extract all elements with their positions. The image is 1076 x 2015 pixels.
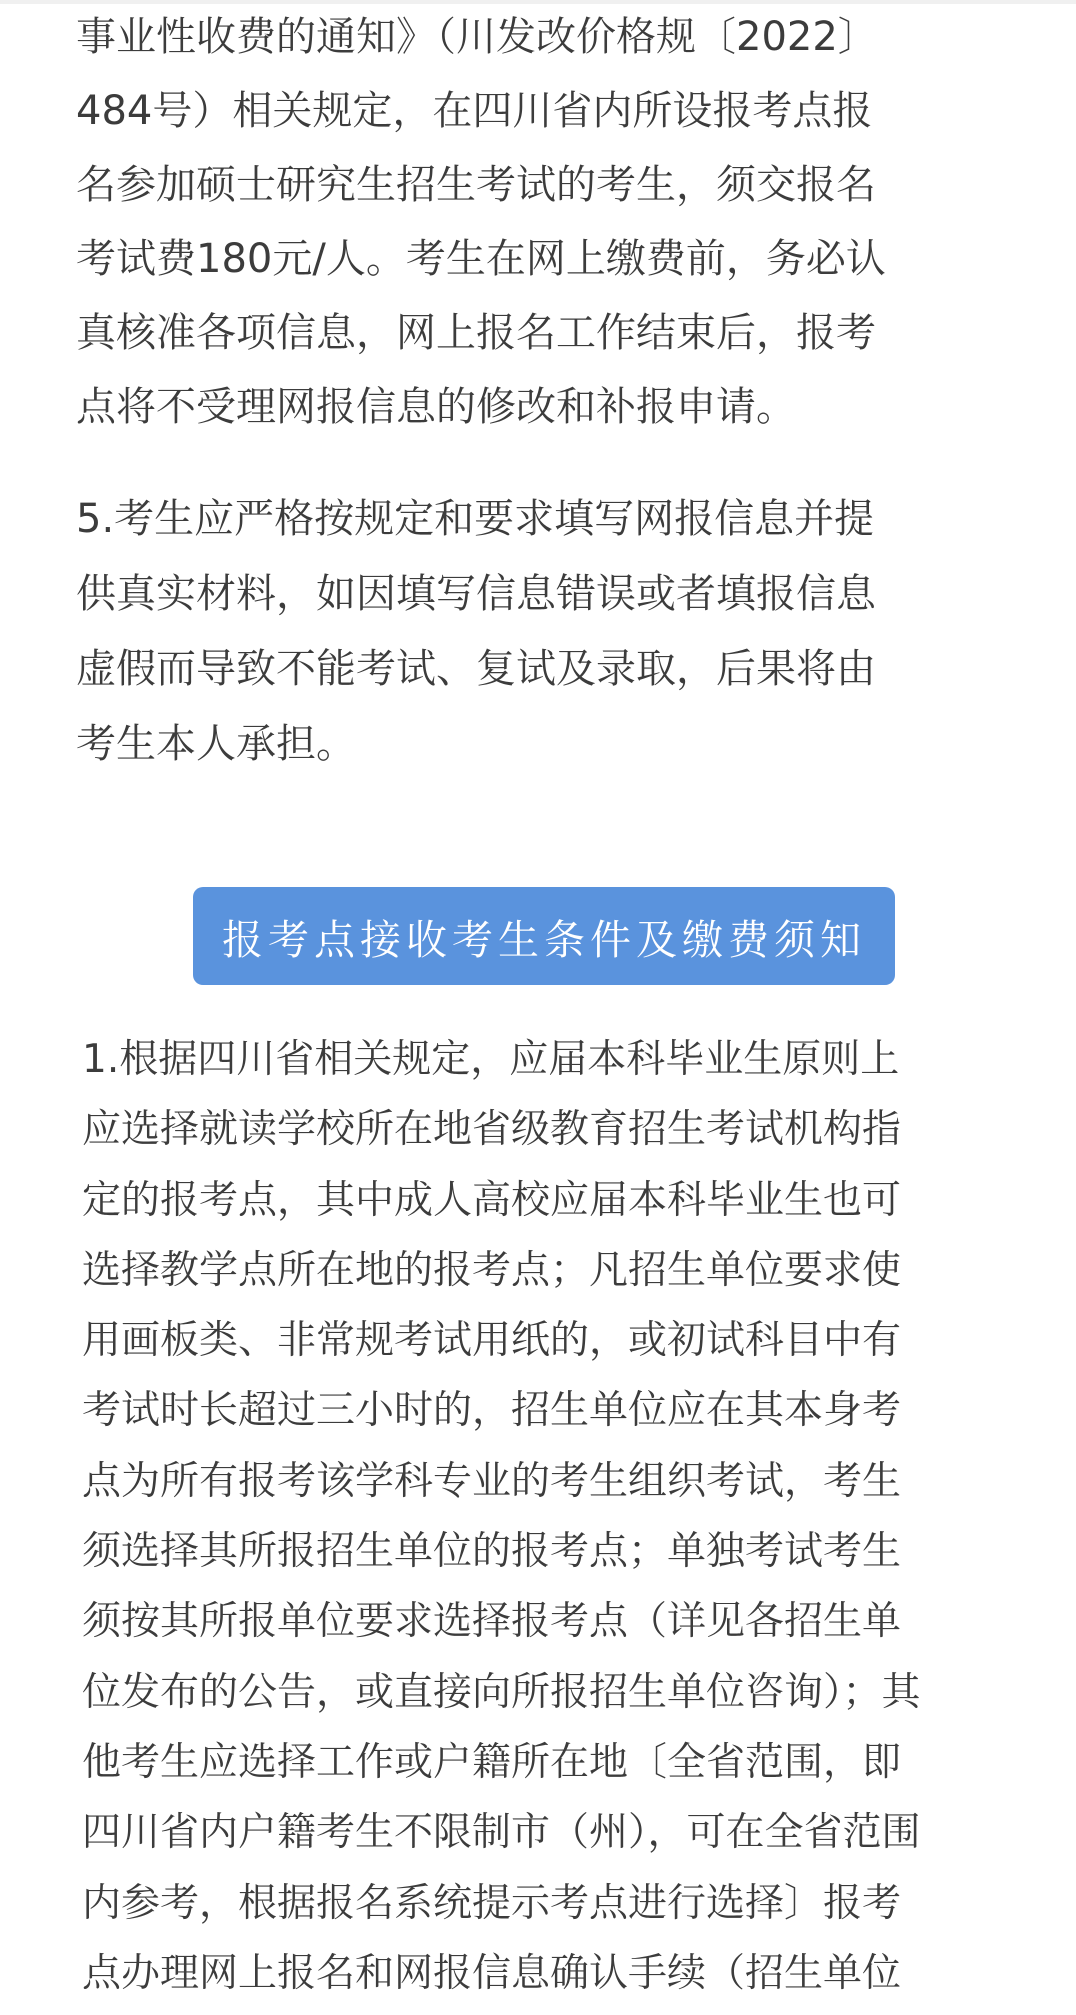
section-heading-banner (193, 887, 895, 985)
text-line: 1.根据四川省相关规定，应届本科毕业生原则上 (82, 1037, 900, 1082)
text-line: 点为所有报考该学科专业的考生组织考试，考生 (82, 1458, 902, 1504)
text-line: 选择教学点所在地的报考点；凡招生单位要求使 (82, 1247, 902, 1293)
text-line: 真核准各项信息，网上报名工作结束后，报考 (76, 310, 876, 356)
text-line: 考试费180元/人。考生在网上缴费前，务必认 (76, 236, 886, 282)
text-line: 考试时长超过三小时的，招生单位应在其本身考 (82, 1388, 902, 1434)
text-line: 须按其所报单位要求选择报考点（详见各招生单 (82, 1599, 902, 1645)
text-line: 点将不受理网报信息的修改和补报申请。 (76, 384, 796, 430)
section-heading-title: 报考点接收考生条件及缴费须知 (222, 915, 866, 964)
text-line: 须选择其所报招生单位的报考点；单独考试考生 (82, 1529, 902, 1575)
paragraph-fee-notice (76, 0, 1006, 444)
paragraph-item-1 (82, 1025, 1008, 2009)
text-line: 应选择就读学校所在地省级教育招生考试机构指 (82, 1107, 902, 1153)
paragraph-item-5 (76, 482, 1006, 782)
text-line: 他考生应选择工作或户籍所在地〔全省范围，即 (82, 1739, 902, 1785)
text-line: 5.考生应严格按规定和要求填写网报信息并提 (76, 496, 875, 542)
text-line: 供真实材料，如因填写信息错误或者填报信息 (76, 571, 876, 617)
text-line: 四川省内户籍考生不限制市（州），可在全省范围 (82, 1810, 921, 1856)
text-line: 名参加硕士研究生招生考试的考生，须交报名 (76, 162, 876, 208)
text-line: 484号）相关规定，在四川省内所设报考点报 (76, 88, 873, 134)
text-line: 位发布的公告，或直接向所报招生单位咨询）；其 (82, 1669, 921, 1715)
text-line: 虚假而导致不能考试、复试及录取，后果将由 (76, 646, 876, 692)
text-line: 点办理网上报名和网报信息确认手续（招生单位 (82, 1950, 902, 1996)
text-line: 考生本人承担。 (76, 721, 356, 767)
text-line: 定的报考点，其中成人高校应届本科毕业生也可 (82, 1177, 902, 1223)
text-line: 事业性收费的通知》（川发改价格规〔2022〕 (76, 14, 878, 60)
text-line: 用画板类、非常规考试用纸的，或初试科目中有 (82, 1318, 902, 1364)
text-line: 内参考，根据报名系统提示考点进行选择〕报考 (82, 1880, 902, 1926)
